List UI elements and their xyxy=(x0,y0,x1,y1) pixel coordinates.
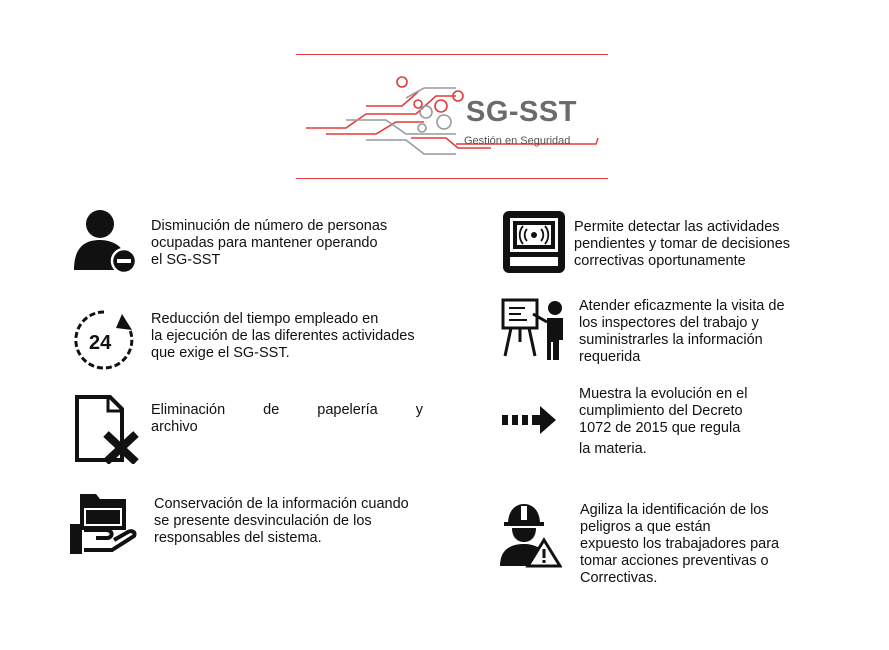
logo-title: SG-SST xyxy=(466,96,577,128)
benefit-1-line-2: ocupadas para mantener operando xyxy=(151,235,378,251)
benefit-8-line-5: Correctivas. xyxy=(580,570,658,586)
benefit-8-line-1: Agiliza la identificación de los xyxy=(580,502,769,518)
benefit-2-line-3: que exige el SG-SST. xyxy=(151,345,290,361)
benefit-8-line-2: peligros a que están xyxy=(580,519,711,535)
clock-24-icon xyxy=(72,308,136,372)
benefit-7-line-2: cumplimiento del Decreto xyxy=(579,403,743,419)
monitor-alarm-icon xyxy=(501,209,567,275)
benefit-5-line-1: Permite detectar las actividades xyxy=(574,219,780,235)
benefit-7-line-4: la materia. xyxy=(579,441,647,457)
logo-top-rule xyxy=(296,54,608,55)
svg-text:24: 24 xyxy=(89,332,112,354)
benefit-1-line-3: el SG-SST xyxy=(151,252,221,268)
presenter-board-icon xyxy=(501,296,571,364)
logo-bottom-rule xyxy=(296,178,608,179)
benefit-text-4 xyxy=(154,496,409,547)
benefit-5-line-2: pendientes y tomar de decisiones xyxy=(574,236,791,252)
benefit-text-2 xyxy=(151,311,415,362)
benefit-text-8 xyxy=(580,502,779,587)
benefit-text-7 xyxy=(579,386,747,458)
folder-hand-icon xyxy=(68,490,140,556)
benefit-3-line-2: archivo xyxy=(151,419,198,435)
benefit-6-line-2: los inspectores del trabajo y xyxy=(579,315,759,331)
benefit-2-line-2: la ejecución de las diferentes actividades xyxy=(151,328,415,344)
benefit-3-line-1: Eliminación de papelería y xyxy=(151,402,423,418)
benefit-4-line-3: responsables del sistema. xyxy=(154,530,322,546)
worker-warning-icon xyxy=(498,502,562,568)
benefit-text-3 xyxy=(151,402,423,436)
benefit-7-line-1: Muestra la evolución en el xyxy=(579,386,748,402)
user-minus-icon xyxy=(72,206,142,276)
benefit-text-6 xyxy=(579,298,785,366)
logo xyxy=(296,54,608,180)
benefit-8-line-4: tomar acciones preventivas o xyxy=(580,553,769,569)
benefit-1-line-1: Disminución de número de personas xyxy=(151,218,388,234)
benefit-4-line-1: Conservación de la información cuando xyxy=(154,496,409,512)
benefit-7-line-3: 1072 de 2015 que regula xyxy=(579,420,741,436)
benefit-6-line-4: requerida xyxy=(579,349,641,365)
benefit-6-line-3: suministrarles la información xyxy=(579,332,763,348)
dashed-arrow-icon xyxy=(500,402,560,438)
benefit-5-line-3: correctivas oportunamente xyxy=(574,253,746,269)
benefit-8-line-3: expuesto los trabajadores para xyxy=(580,536,780,552)
benefit-text-5 xyxy=(574,219,790,270)
benefit-6-line-1: Atender eficazmente la visita de xyxy=(579,298,785,314)
document-delete-icon xyxy=(74,394,140,464)
benefit-4-line-2: se presente desvinculación de los xyxy=(154,513,372,529)
logo-subtitle: Gestión en Seguridad xyxy=(464,135,571,147)
benefit-2-line-1: Reducción del tiempo empleado en xyxy=(151,311,379,327)
benefit-text-1 xyxy=(151,218,387,269)
